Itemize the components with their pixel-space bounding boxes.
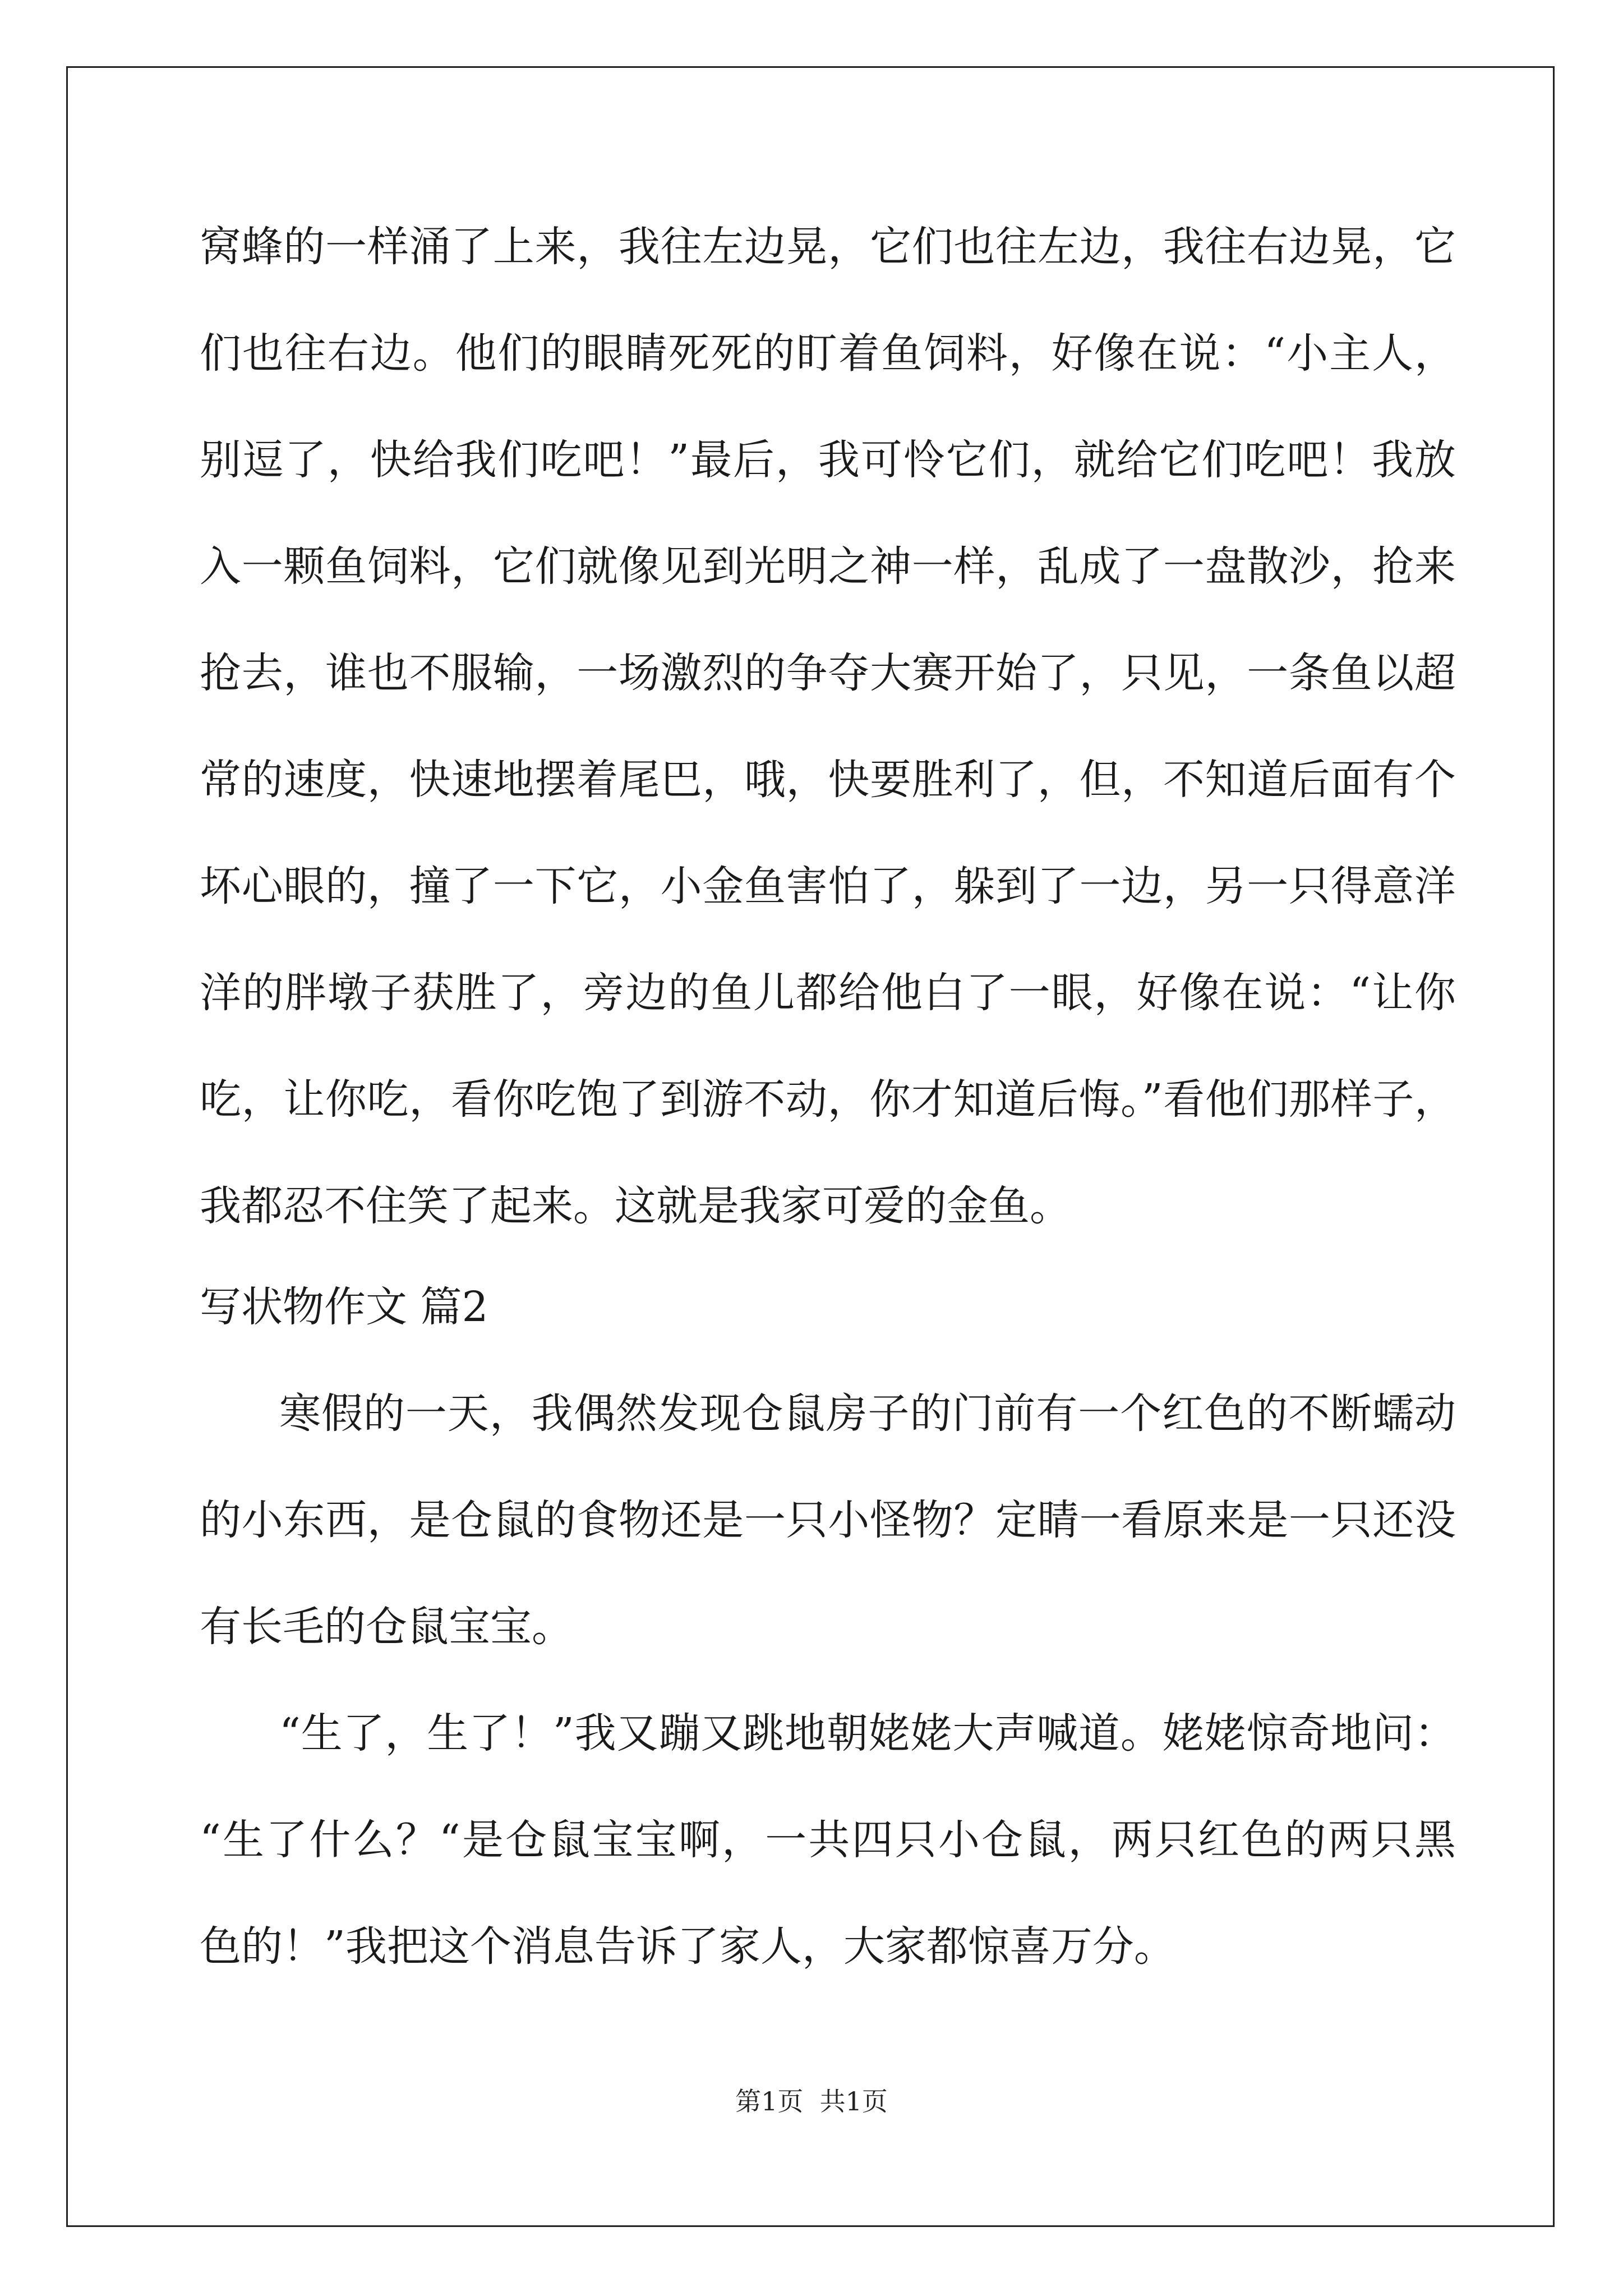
paragraph-line: 吃，让你吃，看你吃饱了到游不动，你才知道后悔。”看他们那样子， xyxy=(200,1075,1456,1124)
paragraph-line: 寒假的一天，我偶然发现仓鼠房子的门前有一个红色的不断蠕动 xyxy=(279,1389,1456,1438)
paragraph-line: “生了什么？“是仓鼠宝宝啊，一共四只小仓鼠，两只红色的两只黑 xyxy=(200,1816,1456,1864)
paragraph-line: 我都忍不住笑了起来。这就是我家可爱的金鱼。 xyxy=(200,1182,1071,1230)
paragraph-line: 有长毛的仓鼠宝宝。 xyxy=(200,1603,573,1651)
page-border xyxy=(66,66,1555,2227)
paragraph-line: 们也往右边。他们的眼睛死死的盯着鱼饲料，好像在说：“小主人， xyxy=(200,329,1456,378)
paragraph-line: 的小东西，是仓鼠的食物还是一只小怪物？定睛一看原来是一只还没 xyxy=(200,1496,1456,1544)
paragraph-line: 别逗了，快给我们吃吧！”最后，我可怜它们，就给它们吃吧！我放 xyxy=(200,436,1456,484)
paragraph-line: 抢去，谁也不服输，一场激烈的争夺大赛开始了，只见，一条鱼以超 xyxy=(200,649,1456,697)
paragraph-line: “生了，生了！”我又蹦又跳地朝姥姥大声喊道。姥姥惊奇地问： xyxy=(279,1709,1456,1757)
section-heading: 写状物作文 篇2 xyxy=(200,1283,488,1331)
paragraph-line: 洋的胖墩子获胜了，旁边的鱼儿都给他白了一眼，好像在说：“让你 xyxy=(200,969,1456,1017)
paragraph-line: 入一颗鱼饲料，它们就像见到光明之神一样，乱成了一盘散沙，抢来 xyxy=(200,542,1456,591)
paragraph-line: 色的！”我把这个消息告诉了家人，大家都惊喜万分。 xyxy=(200,1922,1175,1971)
page-number-footer: 第1页 共1页 xyxy=(735,2086,888,2116)
paragraph-line: 常的速度，快速地摆着尾巴，哦，快要胜利了，但，不知道后面有个 xyxy=(200,756,1456,804)
paragraph-line: 坏心眼的，撞了一下它，小金鱼害怕了，躲到了一边，另一只得意洋 xyxy=(200,862,1456,910)
paragraph-line: 窝蜂的一样涌了上来，我往左边晃，它们也往左边，我往右边晃，它 xyxy=(200,223,1456,271)
